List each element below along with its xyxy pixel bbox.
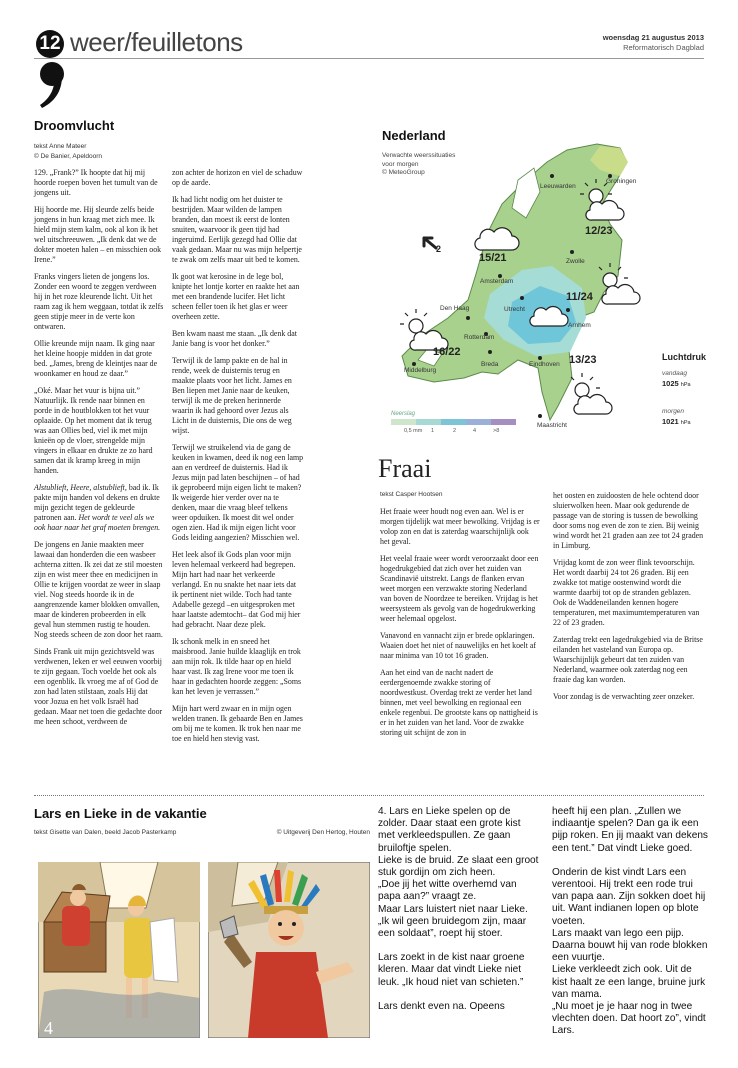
city-label: Amsterdam [480,278,514,285]
weather-article-column-2 [553,491,705,709]
paragraph: Ik schonk melk in en sneed het maisbrood. Janie huilde klaaglijk en trok aan mijn rok. Ik tilde haar op en hield haar vast. Ik zag Irene voor me toen ik haar in gedachten hoorde zeggen: „Soms kan het leven je verrassen.” [172,637,302,696]
feuilleton-column-1 [34,168,164,734]
city-label: Middelburg [404,367,437,374]
paragraph: Ben kwam naast me staan. „Ik denk dat Janie bang is voor het donker.” [172,329,297,348]
paragraph: Het leek alsof ik Gods plan voor mijn leven helemaal verkeerd had begrepen. Mijn hart had naar het verkeerde verlangd. En nu snakte het naar iets dat ik pertinent niet wilde. Toch had tante Adabelle gezegd –en uitgesproken met haar laatste ademtocht– dat God mij hier had gebracht. Naar deze plek. [172,550,301,629]
paragraph: Vanavond en vannacht zijn er brede opklaringen. Waaien doet het niet of nauwelijks en het koelt af naar minima van 10 tot 16 graden. [380,631,537,660]
temperature-label: 12/23 [585,225,613,237]
paragraph: Het fraaie weer houdt nog even aan. Wel is er morgen tijdelijk wat meer bewolking. Vrijdag is er volop zon en dat is zaterdag waarschijnlijk ook het geval. [380,507,540,546]
prayer-paragraph [34,483,164,533]
weather-article-column-1 [380,507,540,745]
newspaper-name: Reformatorisch Dagblad [623,43,704,52]
pressure-tomorrow-value [662,417,691,426]
paragraph: De jongens en Janie maakten meer lawaai dan honderden die een wasbeer achterna zitten. Ik zei dat ze stil moesten zijn en wist meer thee en medicijnen in Ollie te krijgen voordat ze weer in slaap viel. Nog steeds hoorde ik in de aangrenzende kamer blokken omvallen, maar de kinderen probeerden in elk geval hun stemmen rustig te houden. Nog steeds scheen de zon door het raam. [34,540,163,639]
pressure-today-label: vandaag [662,370,687,377]
paragraph: Ik had licht nodig om het duister te bestrijden. Maar wilden de lampen branden, dan moest ik eerst de lonten snuiten, waarvoor ik geen tijd had ingeruimd. Eerlijk gezegd had Ollie dat vaak gedaan. Maar nu was mijn helpertje te zwak om zelfs maar uit bed te komen. [172,195,302,264]
wind-arrow-icon [424,238,436,248]
pressure-number: 1021 [662,417,679,426]
feuilleton-column-2 [172,168,304,751]
legend-label: >8 [493,428,500,434]
city-label: Breda [481,361,499,368]
weather-subtitle [382,152,455,178]
kids-story-title: Lars en Lieke in de vakantie [34,806,207,821]
legend-swatch [391,419,416,425]
paragraph: Lars zoekt in de kist naar groene kleren. Maar dat vindt Lieke niet leuk. „Ik houd niet van schieten.” [378,952,525,988]
kids-story-column-1 [378,806,540,1025]
sun-cloud-icon [571,373,612,414]
paragraph: Onderin de kist vindt Lars een verentooi. Hij trekt een rode trui van papa aan. Zijn sokken doet hij uit. Want indianen lopen op blote voeten. Lars maakt van lego een pijp. Daarna bouwt hij van rode blokken een vuurtje. Lieke verkleedt zich ook. Uit de kist haalt ze een lange, bruine jurk van mama. „Nu moet je je haar nog in twee vlechten doen. Dat hoort zo”, vindt Lars. [552,866,708,1037]
temperature-label: 16/22 [433,346,461,358]
city-label: Den Haag [440,305,470,312]
weather-title: Nederland [382,128,446,143]
paragraph: zon achter de horizon en viel de schaduw op de aarde. [172,168,303,187]
legend-label: 1 [431,428,435,434]
paragraph: Terwijl ik de lamp pakte en de hal in rende, week de duisternis terug en maakte plaats voor het licht. James en Ben liepen met Janie naar de keuken, terwijl ik me de preken herinnerde waarin ik had gehoord over Jezus als Licht in de duisternis, Die ons de weg wijst. [172,356,292,435]
paragraph: Mijn hart werd zwaar en in mijn ogen welden tranen. Ik gebaarde Ben en James om bij me te komen. Ik trok hen naar me toe en hield hen stevig vast. [172,704,303,743]
pressure-unit: hPa [680,420,691,426]
paragraph: het oosten en zuidoosten de hele ochtend door sluierwolken heen. Maar ook gedurende de passage van de storing is tussen de bewolking door soms nog even de zon te zien. Bij weinig wind wordt het 21 graden aan zee tot 24 graden in Limburg. [553,491,704,550]
temperature-label: 15/21 [479,252,507,264]
city-label: Utrecht [504,306,525,313]
pressure-unit: hPa [680,382,691,388]
subtitle-line: © MeteoGroup [382,169,425,176]
paragraph: 4. Lars en Lieke spelen op de zolder. Daar staat een grote kist met verkleedspullen. Ze gaan bruiloftje spelen. Lieke is de bruid. Ze slaat een groot stuk gordijn om zich heen. „Doe jij het witte overhemd van papa aan?” vraagt ze. Maar Lars luistert niet naar Lieke. „Ik wil geen bruidegom zijn, maar een soldaat”, roept hij stoer. [378,806,539,940]
legend-label: 4 [473,428,477,434]
header-rule [34,58,704,59]
subtitle-line: Verwachte weerssituaties [382,152,456,159]
legend-label: 0,5 mm [404,428,423,434]
paragraph: Ik goot wat kerosine in de lege bol, knipte het lontje korter en raakte het aan met een brandende lucifer. Het licht scheen feller toen ik het glas er weer overheen zette. [172,272,300,321]
city-label: Rotterdam [464,334,495,341]
legend-swatch [491,419,516,425]
paragraph: Hij hoorde me. Hij sleurde zelfs beide jongens in hun kraag met zich mee. Ik hield mijn stem kalm, ook al kon ik het wel uitschreeuwen. „Ik denk dat we de dokter moeten halen – en misschien ook Irene.” [34,205,162,264]
kids-story-credit: tekst Gisette van Dalen, beeld Jacob Pasterkamp [34,829,177,836]
wind-force: 2 [436,244,442,254]
feuilleton-publisher: © De Banier, Apeldoorn [34,153,103,160]
city-label: Eindhoven [529,361,560,368]
weather-article-author: tekst Casper Hootsen [380,491,443,498]
feuilleton-title: Droomvlucht [34,118,115,133]
paragraph: „Oké. Maar het vuur is bijna uit.” Natuurlijk. Ik rende naar binnen en porde in de houtblokken tot het vuur oplaaide. Op het moment dat ik terug was aan Ollies bed, viel ik met mijn knieën op de vloer, strengelde mijn vingers in elkaar en drukte ze zo hard samen dat ik kramp kreeg in mijn handen. [34,386,153,475]
paragraph: Terwijl we struikelend via de gang de keuken in kwamen, deed ik nog een lamp aan en verdreef de duisternis. Had ik Jezus mijn pad laten beschijnen – of had ik geprobeerd mijn eigen licht te maken? Ik weigerde hier verder over na te denken, maar die vraag bleef telkens weer opduiken. Ik moest dit wel onder ogen zien. Had ik mijn eigen licht voor Gods leiding aangezien? Misschien wel. [172,443,304,542]
pressure-tomorrow-label: morgen [662,408,685,415]
section-title: weer/feuilletons [70,27,243,57]
illustration-children-attic [38,862,200,1038]
paragraph: Het veelal fraaie weer wordt veroorzaakt door een hogedrukgebied dat zich over het zuiden van Scandinavië uitstrekt. Langs de flanken ervan weet morgen een verzwakte storing Nederland van boven de Noordzee te bereiken. Vrijdag is het weersysteem als gevolg van de hogedrukwerking weer helemaal opgelost. [380,554,539,623]
paragraph: Zaterdag trekt een lagedrukgebied via de Britse eilanden het vasteland van Europa op. Waarschijnlijk gebeurt dat ten zuiden van Nederland, waarmee ook zaterdag nog een fraaie dag kan worden. [553,635,703,684]
legend-swatch [441,419,466,425]
paragraph: Franks vingers lieten de jongens los. Zonder een woord te zeggen verdween hij in het roze kleurende licht. Uit het raam zag ik hem weggaan, totdat ik zelfs geen stipje meer in de verte kon ontwaren. [34,272,164,331]
city-label: Groningen [606,178,637,185]
paragraph: Sinds Frank uit mijn gezichtsveld was verdwenen, leken er wel eeuwen voorbij te zijn gegaan. Toch voelde het ook als een ogenblik. Ik vroeg me af of God de zon had laten stilstaan, zoals Hij dat voor Jozua en het volk Israël had gedaan. Maar net toen die gedachte door me heen schoot, verdween de [34,647,163,726]
legend-swatch [466,419,491,425]
city-label: Maastricht [537,422,567,429]
paragraph: Lars denkt even na. Opeens [378,1000,505,1012]
paragraph: Vrijdag komt de zon weer flink tevoorschijn. Het wordt daarbij 24 tot 26 graden. Bij een zwakke tot matige oostenwind wordt die warmte daarbij tot op de stranden geblazen. Ook de Waddeneilanden kennen hogere temperaturen, met maximumtemperaturen van 22 of 23 graden. [553,558,700,627]
pressure-number: 1025 [662,379,679,388]
weather-article-title: Fraai [378,454,432,483]
pressure-today-value [662,379,691,388]
publication-date: woensdag 21 augustus 2013 [602,33,704,42]
episode-number: 4 [44,1018,53,1038]
city-label: Arnhem [568,322,591,329]
kids-story-column-2 [552,806,708,1050]
prayer-text: Alstublieft, Heere, alstublieft, [34,483,127,492]
temperature-label: 11/24 [566,291,593,303]
city-label: Leeuwarden [540,183,576,190]
paragraph: Ollie kreunde mijn naam. Ik ging naar het kleine hoopje midden in dat grote bed. „James, breng de kleintjes naar de woonkamer en houd ze daar.” [34,339,158,378]
pressure-title: Luchtdruk [662,352,706,362]
paragraph: 129. „Frank?” Ik hoopte dat hij mij hoorde roepen boven het tumult van de jongens uit. [34,168,158,197]
temperature-label: 13/23 [569,354,597,366]
prayer-text-2: Het wordt te veel als we ook haar naar het graf moeten brengen. [34,513,161,532]
paragraph: Aan het eind van de nacht nadert de eerdergenoemde zwakke storing of noordwestkust. Overdag trekt ze verder het land binnen, met veel bewolking en regionaal een enkele regenbui. De grootste kans op nattigheid is er in het zuiden van het land. Voor de zwakke storing uit schijnt de zon in [380,668,538,737]
illustration-boy-indian [208,862,370,1038]
kids-story-copyright: © Uitgeverij Den Hertog, Houten [276,829,370,836]
precipitation-legend-title: Neerslag [391,411,416,417]
section-divider [34,795,704,796]
paragraph: heeft hij een plan. „Zullen we indiaantje spelen? Dan ga ik een pijp roken. En jij maakt van dekens een tent.” Dat vindt Lieke goed. [552,806,708,854]
comma-logo-icon [36,60,68,110]
subtitle-line: voor morgen [382,160,419,168]
page-number: 12 [36,30,64,58]
prayer-rest: bad ik. Ik pakte mijn handen vol dekens en drukte mijn gezicht tegen de gekleurde patronen aan. [34,483,160,522]
city-label: Zwolle [566,258,585,265]
paragraph: Voor zondag is de verwachting zeer onzeker. [553,692,695,701]
legend-label: 2 [453,428,457,434]
legend-swatch [416,419,441,425]
feuilleton-author: tekst Anne Mateer [34,143,87,150]
